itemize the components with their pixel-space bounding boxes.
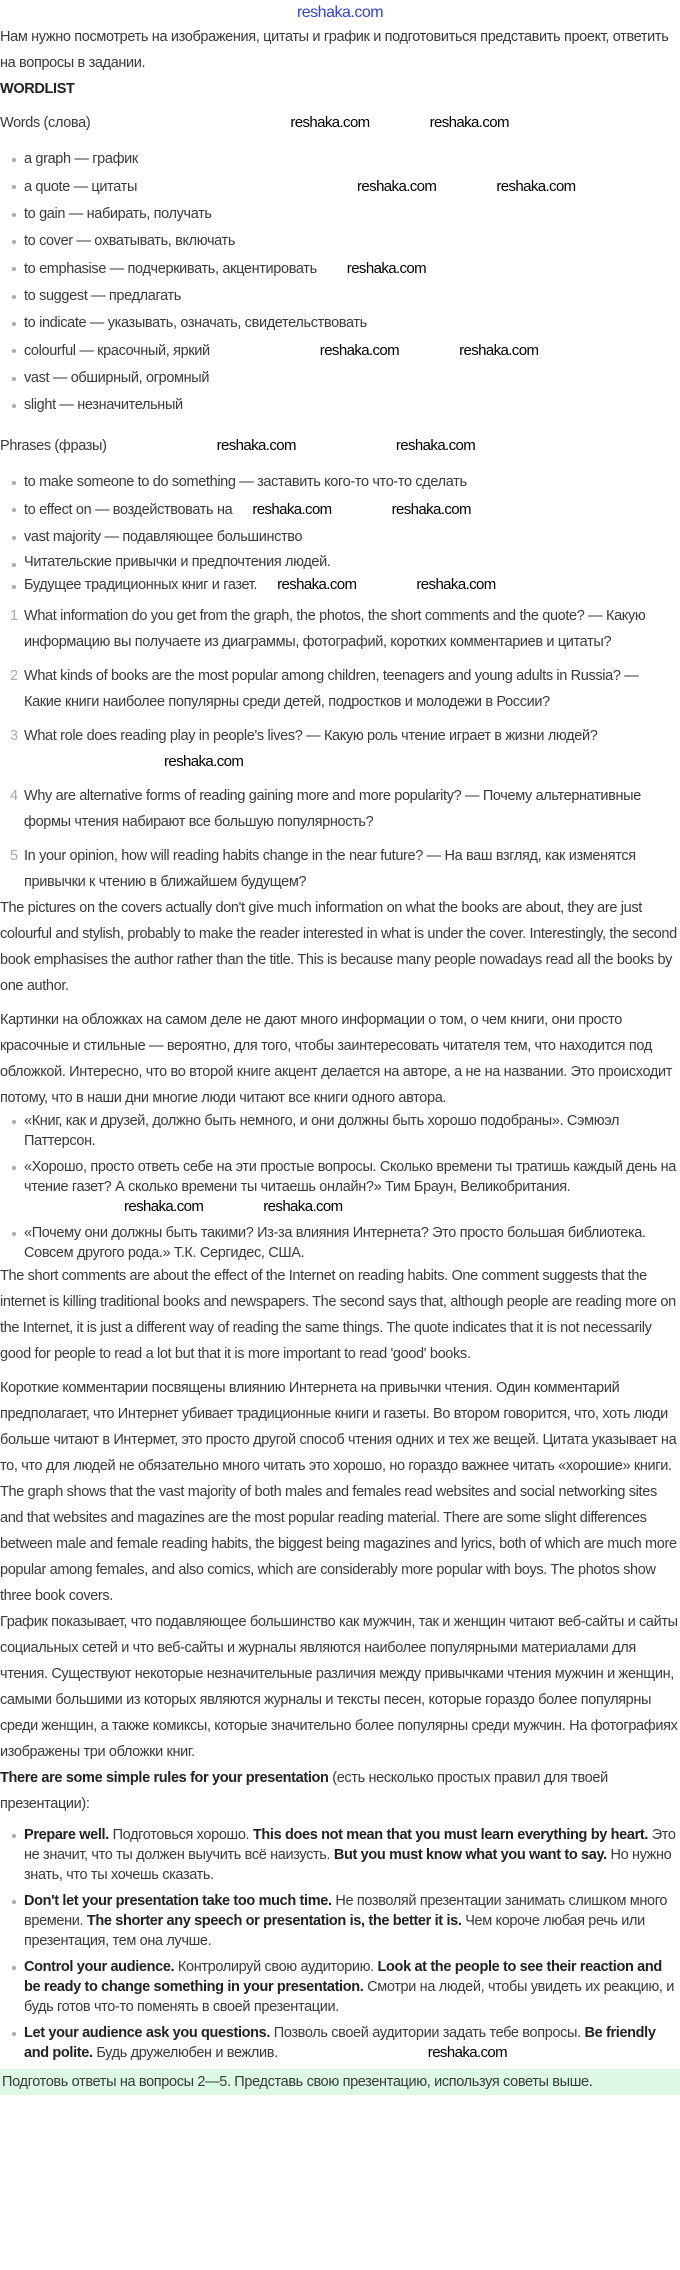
list-item-text: to emphasise — подчеркивать, акцентировать: [24, 261, 317, 277]
rule-bold: Don't let your presentation take too much time.: [24, 1893, 332, 1909]
rule-text: Смотри на людей, чтобы увидеть их реакцию, и будь готов что-то поменять в своей презентации.: [24, 1979, 675, 2015]
rule-item: [12, 1891, 678, 1951]
quote-item: [12, 1157, 678, 1217]
rule-text: Не позволяй презентации занимать слишком много времени.: [24, 1893, 668, 1929]
covers-paragraph-ru: Картинки на обложках на самом деле не дают много информации о том, о чем книги, они просто красочные и стильные — вероятно, для того, чтобы заинтересовать читателя тем, что находится под обложкой. Интересно, что во второй книге акцент делается на авторе, а не на названии. Это происходит потому, что в наши дни многие люди читают все книги одного автора.: [0, 1012, 673, 1106]
list-item: [12, 201, 678, 228]
rule-text: Это не значит, что ты должен выучить всё наизусть.: [24, 1827, 676, 1863]
wordlist-heading: WORDLIST: [0, 81, 75, 97]
list-item-text: a graph — график: [24, 151, 138, 167]
article: [0, 24, 678, 2063]
question-item: [0, 783, 678, 835]
list-item: [12, 551, 678, 573]
quote-text: «Книг, как и друзей, должно быть немного, и они должны быть хорошо подобраны». Сэмюэл Паттерсон.: [24, 1113, 620, 1149]
phrases-heading: Phrases (фразы): [0, 438, 107, 454]
watermark: reshaka.com: [429, 114, 509, 131]
quote-text: «Почему они должны быть такими? Из-за влияния Интернета? Это просто большая библиотека. Совсем другого рода.» Т.К. Сергидес, США.: [24, 1225, 646, 1261]
rule-text: Но нужно знать, что ты хочешь сказать.: [24, 1847, 672, 1883]
watermark: reshaka.com: [216, 437, 296, 454]
covers-paragraph-en: The pictures on the covers actually don't give much information on what the books are about, they are just colourful and stylish, probably to make the reader interested in what is under the cover. Interestingly, the second book emphasises the author rather than the title. This is because many people nowadays read all the books by one author.: [0, 900, 677, 994]
task-box: [0, 2069, 680, 2095]
questions-list: [0, 603, 678, 895]
question-text: In your opinion, how will reading habits change in the near future? — На ваш взгляд, как изменятся привычки к чтению в ближайшем будущем?: [24, 848, 636, 890]
rule-text: Контролируй свою аудиторию.: [174, 1959, 378, 1975]
watermark: reshaka.com: [416, 576, 496, 593]
watermark: reshaka.com: [346, 260, 427, 277]
list-item: [12, 283, 678, 310]
phrases-list: [0, 469, 678, 597]
question-item: [0, 603, 678, 655]
list-item: [12, 310, 678, 337]
list-item-text: slight — незначительный: [24, 397, 183, 413]
list-item-text: to indicate — указывать, означать, свидетельствовать: [24, 315, 367, 331]
list-item: [12, 524, 678, 551]
rule-bold: Look at the people to see their reaction and be ready to change something in your presentation.: [24, 1959, 662, 1995]
watermark: reshaka.com: [124, 1198, 204, 1215]
watermark: reshaka.com: [290, 114, 370, 131]
watermark: reshaka.com: [164, 753, 244, 770]
question-number: 4: [10, 788, 18, 804]
list-item-text: to effect on — воздействовать на: [24, 502, 233, 518]
watermark: reshaka.com: [357, 178, 437, 195]
list-item: [12, 365, 678, 392]
watermark: reshaka.com: [263, 1198, 343, 1215]
list-item: [12, 392, 678, 419]
question-item: [0, 663, 678, 715]
rule-text: Позволь своей аудитории задать тебе вопросы.: [270, 2025, 585, 2041]
rule-bold: Control your audience.: [24, 1959, 175, 1975]
list-item: [12, 496, 678, 524]
rule-text: Будь дружелюбен и вежлив.: [92, 2045, 278, 2061]
rules-list: [0, 1825, 678, 2063]
phrases-heading-row: [0, 433, 678, 459]
quote-item: [12, 1223, 678, 1263]
words-heading: Words (слова): [0, 115, 91, 131]
watermark: reshaka.com: [277, 576, 357, 593]
quotes-list: [0, 1111, 678, 1263]
rule-bold: Prepare well.: [24, 1827, 109, 1843]
list-item: [12, 573, 678, 597]
rule-bold: This does not mean that you must learn everything by heart.: [252, 1827, 649, 1843]
question-text: Why are alternative forms of reading gaining more and more popularity? — Почему альтернативные формы чтения набирают все большую популярность?: [24, 788, 641, 830]
rule-bold: Be friendly and polite.: [24, 2025, 656, 2061]
question-number: 5: [10, 848, 18, 864]
rule-text: Чем короче любая речь или презентация, тем она лучше.: [24, 1913, 645, 1949]
list-item-text: to suggest — предлагать: [24, 288, 181, 304]
list-item-text: vast majority — подавляющее большинство: [24, 529, 303, 545]
rule-item: [12, 1957, 678, 2017]
rule-text: Подготовься хорошо.: [108, 1827, 253, 1843]
words-heading-row: [0, 110, 678, 136]
list-item-text: colourful — красочный, яркий: [24, 343, 210, 359]
question-item: [0, 843, 678, 895]
watermark: reshaka.com: [459, 342, 539, 359]
rule-bold: Let your audience ask you questions.: [24, 2025, 271, 2041]
task-text: Подготовь ответы на вопросы 2—5. Представь свою презентацию, используя советы выше.: [2, 2074, 593, 2090]
rule-bold: The shorter any speech or presentation is, the better it is.: [86, 1913, 462, 1929]
list-item-text: Будущее традиционных книг и газет.: [24, 577, 258, 593]
list-item-text: a quote — цитаты: [24, 179, 138, 195]
comments-paragraph-en: The short comments are about the effect of the Internet on reading habits. One comment suggests that the internet is killing traditional books and newspapers. The second says that, although people are reading more on the Internet, it is just a different way of reading the same things. The quote indicates that it is not necessarily good for people to read a lot but that it is more important to read 'good' books.: [0, 1268, 676, 1362]
comments-paragraph-ru: Короткие комментарии посвящены влиянию Интернета на привычки чтения. Один комментарий предполагает, что Интернет убивает традиционные книги и газеты. Во втором говорится, что, хоть люди больше читают в Интермет, это просто другой способ чтения одних и тех же вещей. Цитата указывает на то, что для людей не обязательно много читать это хорошо, но гораздо важнее читать «хорошие» книги.: [0, 1380, 677, 1474]
quote-item: [12, 1111, 678, 1151]
rules-heading: [0, 1765, 678, 1817]
question-text: What information do you get from the graph, the photos, the short comments and the quote? — Какую информацию вы получаете из диаграммы, фотографий, коротких комментариев и цитаты?: [24, 608, 646, 650]
list-item: [12, 146, 678, 173]
watermark: reshaka.com: [496, 178, 576, 195]
list-item-text: to gain — набирать, получать: [24, 206, 212, 222]
graph-paragraph-en: The graph shows that the vast majority of both males and females read websites and social networking sites and that websites and magazines are the most popular reading material. There are some slight differences between male and female reading habits, the biggest being magazines and lyrics, both of which are much more popular among females, and also comics, which are considerably more popular with boys. The photos show three book covers.: [0, 1484, 677, 1604]
site-logo[interactable]: reshaka.com: [296, 4, 384, 21]
question-number: 2: [10, 668, 18, 684]
question-number: 3: [10, 728, 18, 744]
list-item-text: Читательские привычки и предпочтения людей.: [24, 554, 331, 570]
question-text: What role does reading play in people's lives? — Какую роль чтение играет в жизни людей?: [24, 728, 598, 744]
list-item-text: to cover — охватывать, включать: [24, 233, 236, 249]
rule-item: [12, 1825, 678, 1885]
list-item: [12, 173, 678, 201]
graph-paragraph-ru: График показывает, что подавляющее большинство как мужчин, так и женщин читают веб-сайты и сайты социальных сетей и что веб-сайты и журналы являются наиболее популярными материалами для чтения. Существуют некоторые незначительные различия между привычками чтения мужчин и женщин, самыми большими из которых являются журналы и тексты песен, которые гораздо более популярны среди женщин, а также комиксы, которые значительно более популярны среди мужчин. На фотографиях изображены три обложки книг.: [0, 1614, 678, 1760]
rule-item: [12, 2023, 678, 2063]
question-item: [0, 723, 678, 775]
list-item-text: to make someone to do something — заставить кого-то что-то сделать: [24, 474, 467, 490]
watermark: reshaka.com: [252, 501, 332, 518]
rule-bold: But you must know what you want to say.: [333, 1847, 607, 1863]
intro-text: Нам нужно посмотреть на изображения, цитаты и график и подготовиться представить проект, ответить на вопросы в задании.: [0, 29, 669, 71]
list-item: [12, 228, 678, 255]
list-item: [12, 337, 678, 365]
quote-text: «Хорошо, просто ответь себе на эти простые вопросы. Сколько времени ты тратишь каждый день на чтение газет? А сколько времени ты читаешь онлайн?» Тим Браун, Великобритания.: [24, 1159, 677, 1195]
list-item: [12, 255, 678, 283]
list-item: [12, 469, 678, 496]
list-item-text: vast — обширный, огромный: [24, 370, 210, 386]
watermark: reshaka.com: [427, 2044, 508, 2061]
question-number: 1: [10, 608, 18, 624]
rules-heading-bold: There are some simple rules for your presentation: [0, 1770, 329, 1786]
words-list: [0, 146, 678, 419]
question-text: What kinds of books are the most popular among children, teenagers and young adults in Russia? — Какие книги наиболее популярны среди детей, подростков и молодежи в России?: [24, 668, 639, 710]
watermark: reshaka.com: [395, 437, 476, 454]
rules-heading-text: (есть несколько простых правил для твоей презентации):: [0, 1770, 608, 1812]
watermark: reshaka.com: [319, 342, 400, 359]
watermark: reshaka.com: [391, 501, 471, 518]
